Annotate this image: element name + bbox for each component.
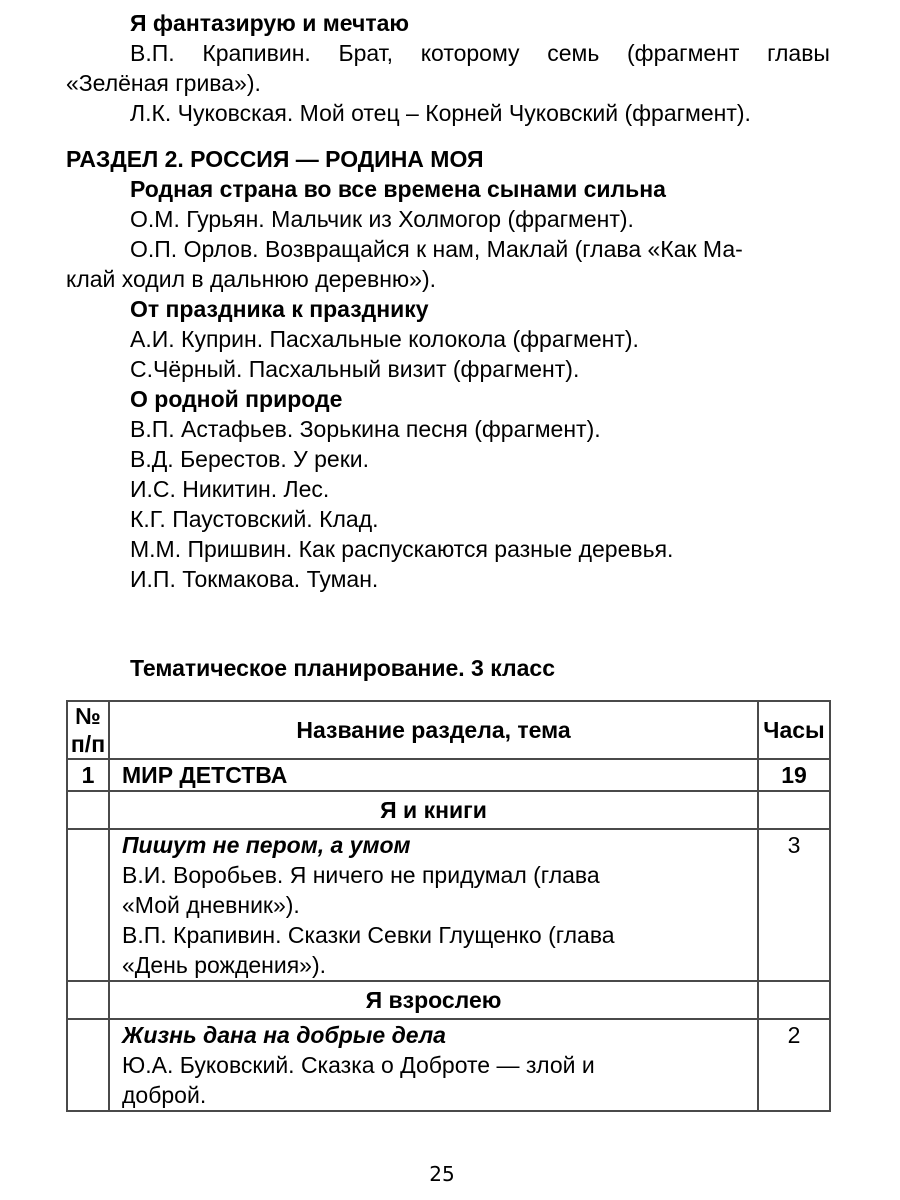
- text-line: А.И. Куприн. Пасхальные колокола (фрагмент).: [130, 326, 639, 352]
- text-line: Л.К. Чуковская. Мой отец – Корней Чуковский (фрагмент).: [130, 100, 751, 126]
- cell-hours: 2: [758, 1019, 830, 1111]
- cell-section-name: МИР ДЕТСТВА: [109, 759, 758, 791]
- topic-line: В.П. Крапивин. Сказки Севки Глущенко (глава: [122, 922, 615, 948]
- text-line: клай ходил в дальнюю деревню»).: [66, 266, 436, 292]
- cell-num: 1: [67, 759, 109, 791]
- text-line: С.Чёрный. Пасхальный визит (фрагмент).: [130, 356, 580, 382]
- text-line: В.П. Астафьев. Зорькина песня (фрагмент).: [130, 416, 601, 442]
- text-line: «Зелёная грива»).: [66, 70, 261, 96]
- header-num: [67, 701, 109, 759]
- subheading-fantasize: Я фантазирую и мечтаю: [130, 10, 410, 36]
- word: Крапивин.: [202, 40, 311, 66]
- cell-empty: [758, 791, 830, 829]
- cell-topic: [109, 829, 758, 981]
- word: (фрагмент: [627, 40, 740, 66]
- text-line: О.М. Гурьян. Мальчик из Холмогор (фрагмент).: [130, 206, 634, 232]
- text-line: В.Д. Берестов. У реки.: [130, 446, 370, 472]
- group-title: Родная страна во все времена сынами сильна: [130, 176, 666, 202]
- cell-empty: [67, 829, 109, 981]
- text-line: М.М. Пришвин. Как распускаются разные деревья.: [130, 536, 674, 562]
- topic-line: В.И. Воробьев. Я ничего не придумал (глава: [122, 862, 600, 888]
- cell-empty: [758, 981, 830, 1019]
- page-number: 25: [429, 1162, 455, 1186]
- table-row-section: [67, 759, 830, 791]
- topic-line: доброй.: [122, 1082, 207, 1108]
- topic-line: «Мой дневник»).: [122, 892, 300, 918]
- word: Брат,: [338, 40, 394, 66]
- cell-empty: [67, 791, 109, 829]
- word: В.П.: [130, 40, 175, 66]
- cell-empty: [67, 981, 109, 1019]
- header-name: Название раздела, тема: [109, 701, 758, 759]
- group-title: От праздника к празднику: [130, 296, 429, 322]
- planning-title: Тематическое планирование. 3 класс: [130, 655, 555, 681]
- text-line: О.П. Орлов. Возвращайся к нам, Маклай (глава «Как Ма-: [130, 236, 743, 262]
- cell-hours: 19: [758, 759, 830, 791]
- topic-line: Ю.А. Буковский. Сказка о Доброте — злой и: [122, 1052, 595, 1078]
- header-num-label: п/п: [70, 731, 106, 757]
- topic-title: Жизнь дана на добрые дела: [122, 1022, 446, 1048]
- cell-subsection-title: Я и книги: [109, 791, 758, 829]
- word: главы: [767, 40, 830, 66]
- topic-line: «День рождения»).: [122, 952, 327, 978]
- text-line: И.С. Никитин. Лес.: [130, 476, 330, 502]
- text-line: К.Г. Паустовский. Клад.: [130, 506, 379, 532]
- word: семь: [547, 40, 600, 66]
- table-row-topic: [67, 1019, 830, 1111]
- cell-hours: 3: [758, 829, 830, 981]
- table-header-row: [67, 701, 830, 759]
- planning-table: [66, 700, 831, 1112]
- cell-empty: [67, 1019, 109, 1111]
- table-row-subsection: [67, 981, 830, 1019]
- topic-title: Пишут не пером, а умом: [122, 832, 411, 858]
- word: которому: [420, 40, 520, 66]
- table-row-topic: [67, 829, 830, 981]
- text-line: [130, 38, 830, 68]
- text-line: И.П. Токмакова. Туман.: [130, 566, 379, 592]
- cell-subsection-title: Я взрослею: [109, 981, 758, 1019]
- table-row-subsection: [67, 791, 830, 829]
- header-num-symbol: №: [75, 703, 101, 729]
- group-title: О родной природе: [130, 386, 343, 412]
- cell-topic: [109, 1019, 758, 1111]
- section-heading: РАЗДЕЛ 2. РОССИЯ — РОДИНА МОЯ: [66, 146, 484, 172]
- header-hours: Часы: [758, 701, 830, 759]
